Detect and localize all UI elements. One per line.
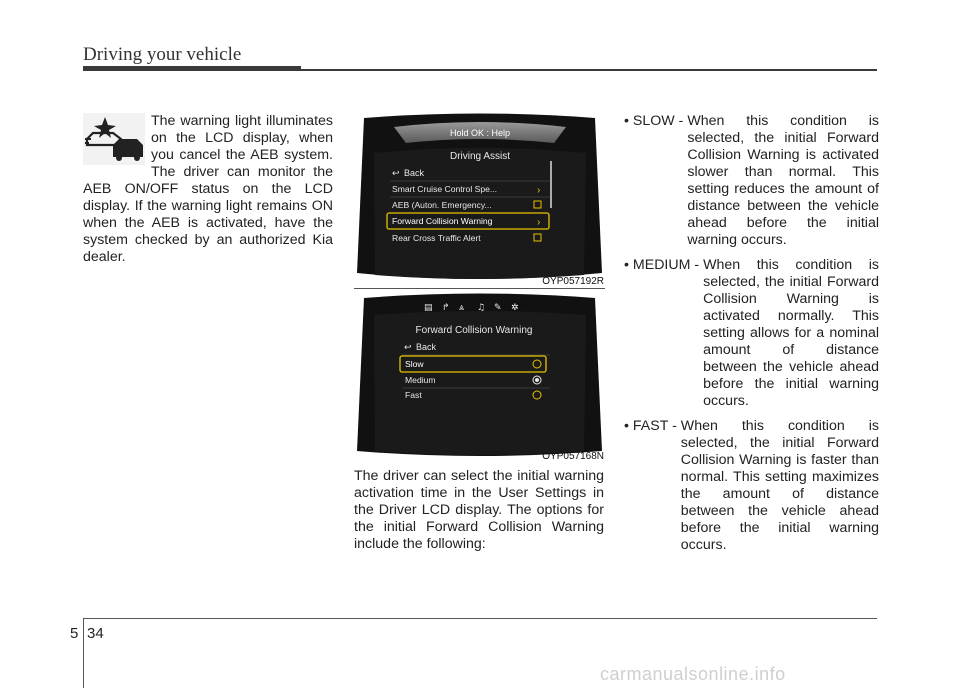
lcd-fcw-screen: [354, 293, 605, 463]
svg-text:AEB (Auton. Emergency...: AEB (Auton. Emergency...: [392, 200, 492, 210]
car-settings-icon: ▤: [424, 303, 433, 313]
fcw-options-intro: The driver can select the initial warning activation time in the User Settings in the Driver LCD display. The options for the initial Forward Collision Warning include the following:: [354, 468, 604, 552]
svg-text:Medium: Medium: [405, 375, 436, 385]
option-description: When this condition is selected, the initial Forward Collision Warning is faster than normal. This setting maximizes the amount of distance between the vehicle ahead before the initial warning occurs.: [680, 418, 879, 553]
screen2-title: Forward Collision Warning: [415, 325, 533, 336]
aeb-warning-icon: [83, 113, 145, 165]
option-description: When this condition is selected, the initial Forward Collision Warning is activated normally. This setting allows for a nominal amount of distance between the vehicle ahead before the initial warning occurs.: [703, 257, 879, 409]
option-fast-desc: [624, 418, 879, 554]
footer-rule: [83, 618, 877, 619]
svg-text:Smart Cruise Control Spe...: Smart Cruise Control Spe...: [392, 184, 498, 194]
svg-text:›: ›: [537, 185, 541, 196]
lane-icon: ⩓: [459, 303, 465, 313]
aeb-warning-paragraph: The warning light illuminates on the LCD display, when you cancel the AEB system. The driver can monitor the AEB ON/OFF status on the LCD display. If the warning light remains ON when the AEB is activated, have the system checked by an authorized Kia dealer.: [83, 113, 333, 265]
option-label: • FAST -: [624, 418, 677, 434]
screen2-ref: OYP057168N: [542, 451, 604, 462]
screen1-ref: OYP057192R: [542, 276, 604, 287]
header-rule: [301, 69, 877, 71]
page-header-title: Driving your vehicle: [83, 44, 242, 65]
screen-divider: [354, 288, 605, 289]
lcd-driving-assist-screen: [354, 113, 605, 288]
screen2-back[interactable]: [404, 342, 437, 352]
svg-text:Rear Cross Traffic Alert: Rear Cross Traffic Alert: [392, 233, 481, 243]
svg-text:↩: ↩: [392, 168, 400, 178]
screen1-topbar: Hold OK : Help: [449, 128, 511, 138]
screen1-back[interactable]: [392, 168, 425, 178]
svg-text:Slow: Slow: [405, 359, 424, 369]
music-icon: ♫: [477, 303, 486, 313]
svg-text:Back: Back: [416, 342, 437, 352]
screen1-title: Driving Assist: [449, 151, 511, 162]
column-3-options: [624, 113, 879, 562]
option-slow-desc: [624, 113, 879, 249]
option-description: When this condition is selected, the initial Forward Collision Warning is activated slower than normal. This setting reduces the amount of distance between the vehicle ahead before the initial warning occurs.: [687, 113, 879, 248]
section-number: 5: [70, 625, 79, 642]
header-bar: [83, 66, 301, 71]
watermark: carmanualsonline.info: [600, 664, 786, 684]
turn-icon: ↱: [442, 303, 450, 313]
gear-icon: ✲: [511, 303, 519, 313]
column-1: [83, 113, 333, 266]
option-label: • MEDIUM -: [624, 257, 700, 273]
svg-text:Forward Collision Warning: Forward Collision Warning: [392, 216, 493, 226]
svg-text:Back: Back: [404, 168, 425, 178]
svg-text:↩: ↩: [404, 342, 412, 352]
option-medium-desc: [624, 257, 879, 410]
svg-text:Fast: Fast: [405, 390, 422, 400]
column-2: [354, 468, 604, 553]
wrench-icon: ✎: [494, 303, 502, 313]
option-label: • SLOW -: [624, 113, 684, 129]
footer-divider: [83, 618, 84, 688]
svg-text:›: ›: [537, 217, 541, 228]
page-number: 34: [87, 625, 104, 642]
